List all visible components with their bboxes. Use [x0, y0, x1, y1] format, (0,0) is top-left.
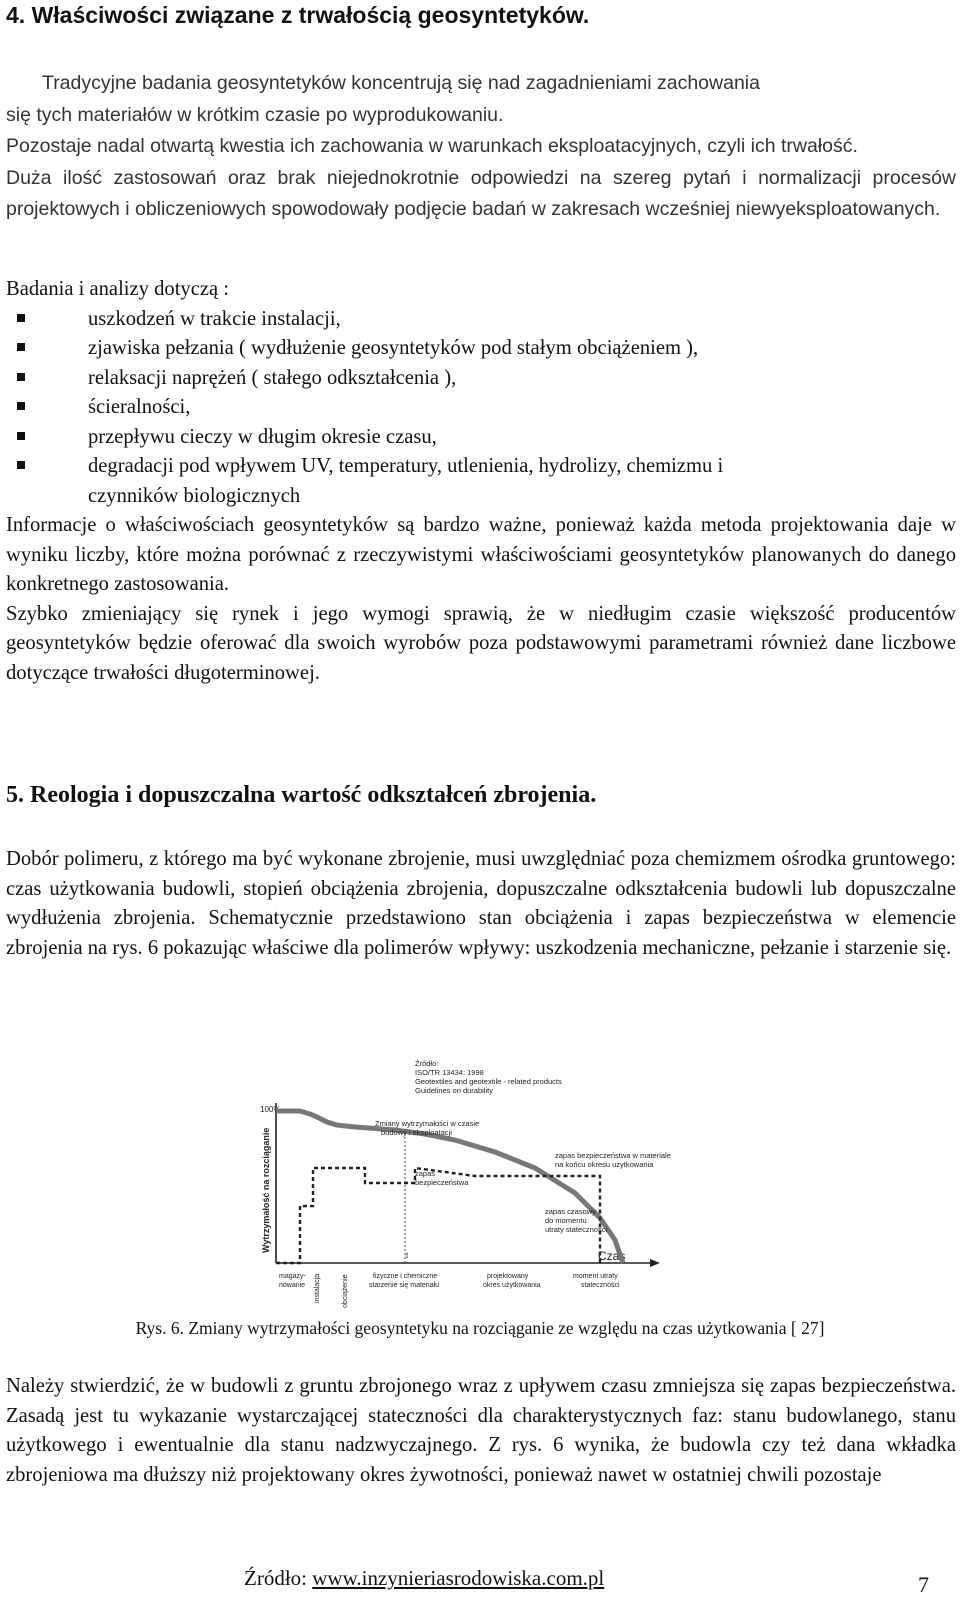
bullet-icon — [17, 432, 25, 440]
list-item: uszkodzeń w trakcie instalacji, — [6, 305, 956, 335]
paragraph: Szybko zmieniający się rynek i jego wymogi sprawią, że w niedługim czasie większość producentów geosyntetyków będzie oferować dla swoich wyrobów poza podstawowymi parametrami również dane liczbowe dotyczące trwałości długoterminowej. — [6, 602, 956, 684]
note-reserve-end-2: na końcu okresu użytkowania — [555, 1160, 654, 1169]
section-5-heading: 5. Reologia i dopuszczalna wartość odkształceń zbrojenia. — [6, 782, 597, 808]
section-5-body — [6, 845, 956, 963]
note-reserve-2: bezpieczeństwa — [415, 1178, 469, 1187]
paragraph-line: Tradycyjne badania geosyntetyków koncentrują się nad zagadnieniami zachowania — [42, 72, 760, 94]
x-cat-failure-2: stateczności — [581, 1282, 620, 1289]
x-cat-design-life: projektowany — [487, 1273, 529, 1280]
note-time-reserve: zapas czasowy — [545, 1207, 596, 1216]
paragraph: Duża ilość zastosowań oraz brak niejednokrotnie odpowiedzi na szereg pytań i normalizacji procesów projektowych i obliczeniowych spowodowały podjęcie badań w zakresach wcześniej niewyeksploatowanych. — [6, 166, 956, 221]
x-cat-aging: fizyczne i chemiczne — [373, 1273, 438, 1280]
list-item: zjawiska pełzania ( wydłużenie geosyntetyków pod stałym obciążeniem ), — [6, 334, 956, 364]
note-time-reserve-2: do momentu — [545, 1216, 587, 1225]
list-item: ścieralności, — [6, 393, 956, 423]
list-intro: Badania i analizy dotyczą : — [6, 278, 230, 300]
section-4-body — [6, 275, 956, 688]
figure-source-standard: ISO/TR 13434: 1998 — [415, 1068, 484, 1077]
footer-source-link[interactable]: www.inzynieriasrodowiska.com.pl — [312, 1566, 605, 1590]
x-cat-aging-2: starzenie się materiału — [369, 1282, 440, 1289]
y-axis-100-label: 100% — [260, 1105, 281, 1114]
paragraph-line: się tych materiałów w krótkim czasie po wyprodukowaniu. — [6, 103, 504, 126]
x-axis-label: Czas — [598, 1249, 626, 1263]
x-cat-storage: magazy- — [279, 1273, 306, 1280]
section-4-intro — [6, 68, 956, 226]
x-cat-loading: obciążenie — [342, 1274, 349, 1308]
figure-source-subtitle: Guidelines on durability — [415, 1086, 493, 1095]
footer-source-label: Źródło: — [244, 1566, 307, 1590]
x-cat-storage-2: nowanie — [279, 1282, 306, 1289]
bullet-icon — [17, 314, 25, 322]
note-strength-change-2: budowy i eksploatacji — [381, 1128, 452, 1137]
bullet-icon — [17, 373, 25, 381]
list-item: relaksacji naprężeń ( stałego odkształcenia ), — [6, 364, 956, 394]
figure-caption: Rys. 6. Zmiany wytrzymałości geosyntetyku na rozciąganie ze względu na czas użytkowania [ 27] — [135, 1318, 825, 1338]
x-axis-arrow-icon — [650, 1259, 660, 1267]
bullet-icon — [17, 343, 25, 351]
list-item: przepływu cieczy w długim okresie czasu, — [6, 423, 956, 453]
figure-source-title: Geotextiles and geotextile - related products — [415, 1077, 562, 1086]
note-reserve-end: zapas bezpieczeństwa w materiale — [555, 1151, 671, 1160]
section-4-heading: 4. Właściwości związane z trwałością geosyntetyków. — [6, 2, 590, 28]
figure-source-label: Źródło: — [415, 1059, 439, 1068]
page-footer — [244, 1566, 604, 1591]
paragraph: Należy stwierdzić, że w budowli z gruntu zbrojonego wraz z upływem czasu zmniejsza się zapas bezpieczeństwa. Zasadą jest tu wykazanie wystarczającej stateczności dla charakterystycznych faz: stanu budowlanego, stanu użytkowego i ewentualnie dla stanu nadzwyczajnego. Z rys. 6 wynika, że budowla czy też dana wkładka zbrojeniowa ma dłuższy niż projektowany okres żywotności, ponieważ nawet w ostatniej chwili pozostaje — [6, 1375, 956, 1486]
research-list — [6, 305, 956, 512]
list-item: degradacji pod wpływem UV, temperatury, utlenienia, hydrolizy, chemizmu i — [6, 452, 956, 482]
list-item-continuation: czynników biologicznych — [88, 484, 301, 507]
page-number: 7 — [918, 1572, 929, 1597]
bullet-icon — [17, 461, 25, 469]
figure-strength-over-time — [255, 1058, 675, 1313]
note-time-reserve-3: utraty stateczności — [545, 1225, 608, 1234]
x-cat-failure: moment utraty — [573, 1273, 618, 1280]
x-cat-design-life-2: okres użytkowania — [483, 1282, 541, 1289]
y-axis-label: Wytrzymałość na rozciąganie — [261, 1127, 271, 1253]
x-cat-install: instalacja — [314, 1273, 321, 1303]
section-5-body-continued — [6, 1372, 956, 1490]
t-marker-label: t — [406, 1251, 409, 1260]
paragraph: Pozostaje nadal otwartą kwestia ich zachowania w warunkach eksploatacyjnych, czyli ich trwałość. — [6, 135, 858, 158]
paragraph: Informacje o właściwościach geosyntetyków są bardzo ważne, ponieważ każda metoda projektowania daje w wyniku liczby, które można porównać z rzeczywistymi właściwościami geosyntetyków planowanych do danego konkretnego zastosowania. — [6, 514, 956, 595]
note-reserve: zapas — [415, 1169, 436, 1178]
bullet-icon — [17, 402, 25, 410]
note-strength-change: Zmiany wytrzymałości w czasie — [375, 1119, 480, 1128]
paragraph: Dobór polimeru, z którego ma być wykonane zbrojenie, musi uwzględniać poza chemizmem ośrodka gruntowego: czas użytkowania budowli, stopień obciążenia zbrojenia, dopuszczalne odkształcenia budowli lub dopuszczalne wydłużenia zbrojenia. Schematycznie przedstawiono stan obciążenia i zapas bezpieczeństwa w elemencie zbrojenia na rys. 6 pokazując właściwe dla polimerów wpływy: uszkodzenia mechaniczne, pełzanie i starzenie się. — [6, 848, 956, 959]
